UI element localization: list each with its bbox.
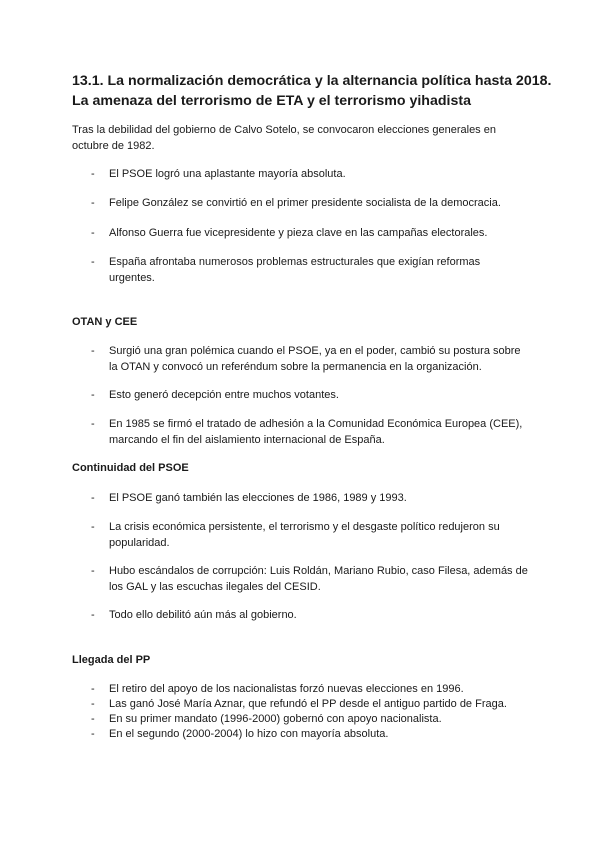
section-heading-continuidad-psoe: Continuidad del PSOE [72,462,189,474]
list-item-text: El PSOE ganó también las elecciones de 1986, 1989 y 1993. [109,492,407,504]
page-title [72,71,552,111]
list-item-text: La crisis económica persistente, el terrorismo y el desgaste político redujeron su popularidad. [109,521,500,549]
bullet-dash: - [91,728,95,740]
list-item-text: En 1985 se firmó el tratado de adhesión a la Comunidad Económica Europea (CEE), marcando el fin del aislamiento internacional de España. [109,418,523,446]
bullet-dash: - [91,565,95,577]
list-item-text: España afrontaba numerosos problemas estructurales que exigían reformas urgentes. [109,256,481,284]
bullet-dash: - [91,609,95,621]
bullet-dash: - [91,698,95,710]
list-item-text: En el segundo (2000-2004) lo hizo con mayoría absoluta. [109,728,389,740]
section-heading-otan-cee: OTAN y CEE [72,316,138,328]
title-line-1: 13.1. La normalización democrática y la alternancia política hasta 2018. [72,73,552,89]
bullet-dash: - [91,389,95,401]
bullet-dash: - [91,168,95,180]
bullet-dash: - [91,227,95,239]
bullet-dash: - [91,345,95,357]
bullet-dash: - [91,197,95,209]
section-heading-llegada-pp: Llegada del PP [72,654,151,666]
bullet-dash: - [91,418,95,430]
intro-paragraph: Tras la debilidad del gobierno de Calvo Sotelo, se convocaron elecciones generales en octubre de 1982. [72,124,496,152]
bullet-dash: - [91,492,95,504]
list-item-text: Alfonso Guerra fue vicepresidente y pieza clave en las campañas electorales. [109,227,488,239]
list-item-text: En su primer mandato (1996-2000) gobernó con apoyo nacionalista. [109,713,442,725]
bullet-dash: - [91,256,95,268]
list-item-text: El retiro del apoyo de los nacionalistas forzó nuevas elecciones en 1996. [109,683,464,695]
list-item-text: Hubo escándalos de corrupción: Luis Roldán, Mariano Rubio, caso Filesa, además de los GAL y las escuchas ilegales del CESID. [109,565,528,593]
bullet-dash: - [91,683,95,695]
list-item-text: Felipe González se convirtió en el primer presidente socialista de la democracia. [109,197,501,209]
list-item-text: Las ganó José María Aznar, que refundó el PP desde el antiguo partido de Fraga. [109,698,507,710]
title-line-2: La amenaza del terrorismo de ETA y el terrorismo yihadista [72,93,471,109]
list-item-text: Surgió una gran polémica cuando el PSOE, ya en el poder, cambió su postura sobre la OTAN y convocó un referéndum sobre la permanencia en la organización. [109,345,521,373]
list-item-text: El PSOE logró una aplastante mayoría absoluta. [109,168,346,180]
list-item-text: Esto generó decepción entre muchos votantes. [109,389,339,401]
bullet-dash: - [91,521,95,533]
bullet-dash: - [91,713,95,725]
list-item-text: Todo ello debilitó aún más al gobierno. [109,609,297,621]
